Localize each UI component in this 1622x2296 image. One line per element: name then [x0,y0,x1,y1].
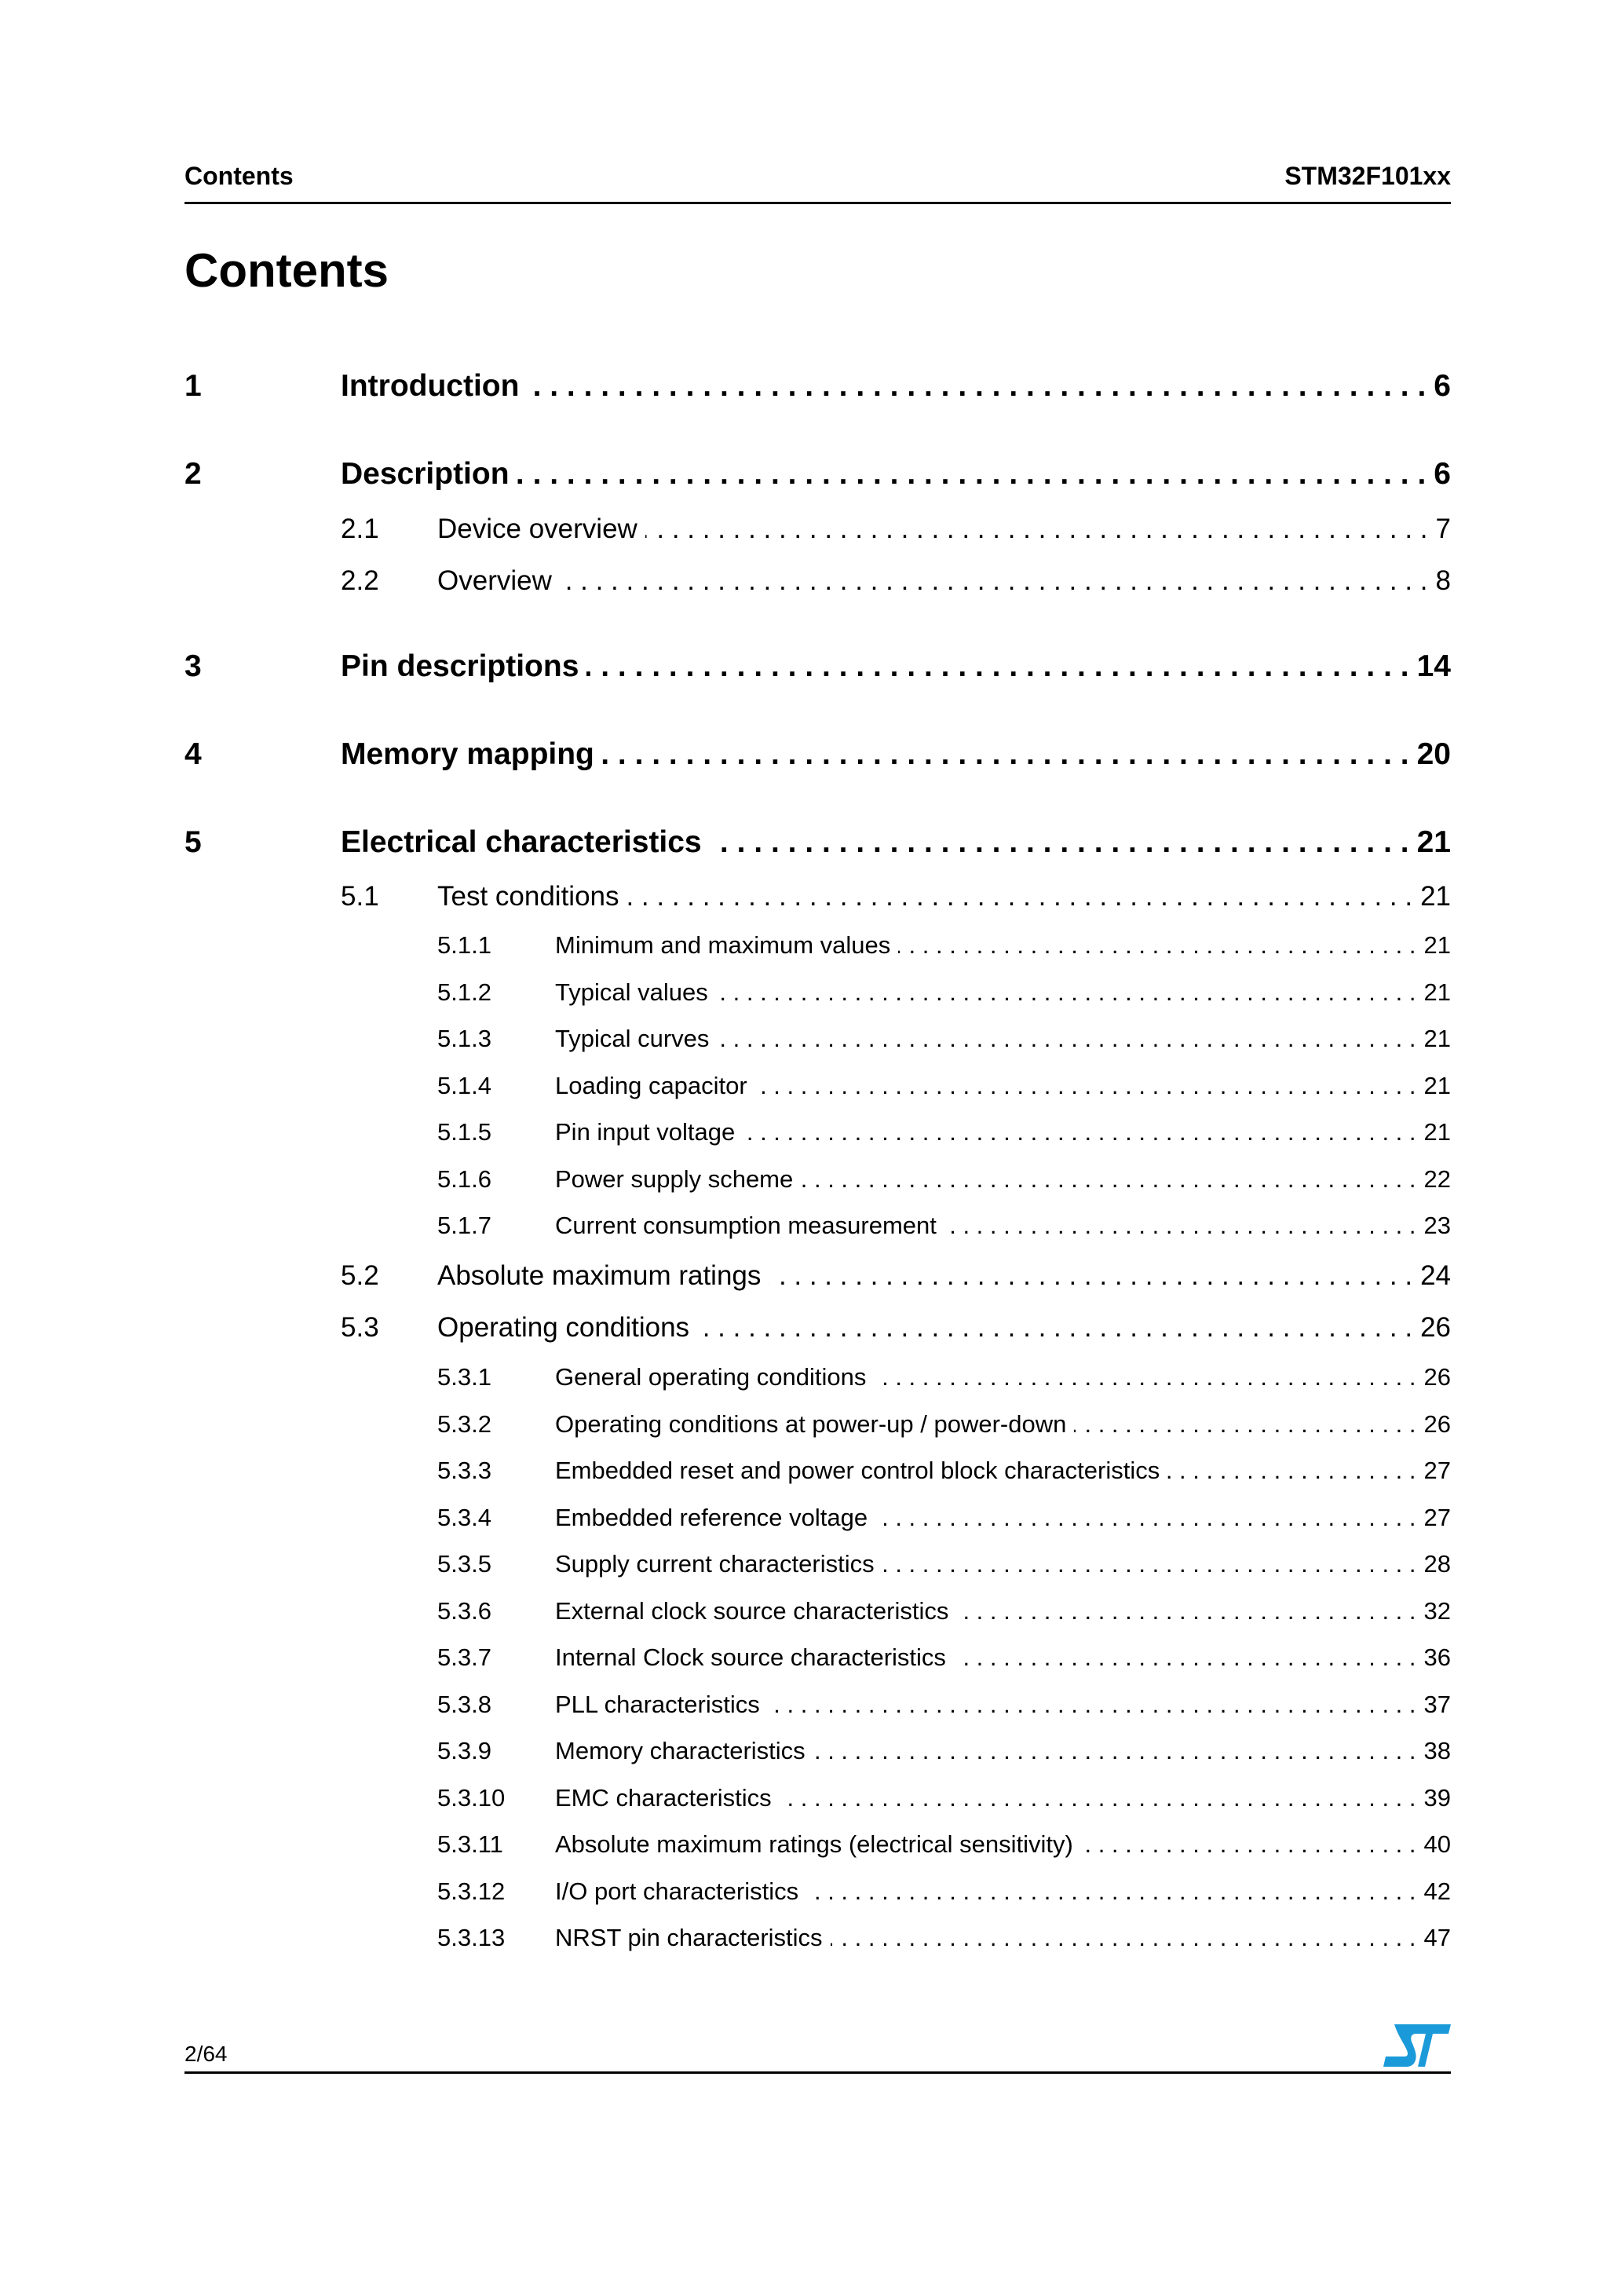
toc-entry-2[interactable] [184,457,1451,496]
dot-leader [801,1165,1416,1194]
toc-entry-page: 28 [1423,1550,1451,1578]
toc-entry-page: 38 [1423,1737,1451,1764]
toc-entry-number: 2.1 [341,514,379,544]
toc-entry-5-1-6[interactable] [184,1165,1451,1198]
toc-entry-page: 23 [1423,1212,1451,1239]
toc-entry-label: Embedded reference voltage [555,1504,868,1531]
toc-entry-1[interactable] [184,369,1451,408]
toc-entry-number: 5.1.3 [437,1025,491,1052]
toc-entry-5-3-9[interactable] [184,1737,1451,1770]
toc-entry-number: 5.1.1 [437,931,491,959]
toc-entry-label: Memory characteristics [555,1737,806,1764]
dot-leader [875,1504,1416,1532]
toc-entry-label: External clock source characteristics [555,1597,949,1625]
toc-entry-5-3-8[interactable] [184,1691,1451,1724]
dot-leader [743,1118,1416,1146]
toc-entry-5-2[interactable] [184,1260,1451,1296]
toc-entry-number: 5.1.7 [437,1212,491,1239]
toc-entry-number: 2.2 [341,565,379,596]
toc-entry-label: Embedded reset and power control block characteristics [555,1457,1160,1484]
dot-leader [716,978,1416,1007]
toc-entry-label: Supply current characteristics [555,1550,875,1578]
toc-entry-label: Introduction [341,369,520,403]
dot-leader [780,1784,1416,1812]
header-section-title: Contents [184,162,294,190]
toc-entry-number: 1 [184,369,202,403]
toc-entry-number: 5.3.11 [437,1830,503,1858]
toc-entry-label: Absolute maximum ratings (electrical sensitivity) [555,1830,1073,1858]
dot-leader [645,514,1428,545]
toc-entry-label: Test conditions [437,881,619,912]
toc-entry-number: 5.3.1 [437,1363,491,1391]
toc-entry-page: 26 [1423,1363,1451,1391]
toc-entry-label: Memory mapping [341,737,594,771]
dot-leader [1074,1410,1416,1439]
toc-entry-page: 39 [1423,1784,1451,1812]
toc-entry-number: 5.2 [341,1260,379,1291]
toc-entry-number: 5.1.4 [437,1072,491,1099]
toc-entry-5-3-2[interactable] [184,1410,1451,1443]
toc-entry-5-3-5[interactable] [184,1550,1451,1583]
page-number: 2/64 [184,2042,228,2066]
toc-entry-page: 22 [1423,1165,1451,1193]
toc-entry-page: 21 [1423,978,1451,1006]
toc-entry-number: 5.3.8 [437,1691,491,1718]
toc-entry-page: 21 [1423,1025,1451,1052]
toc-entry-label: Device overview [437,514,637,544]
toc-entry-page: 8 [1435,565,1451,596]
toc-entry-number: 5.3.6 [437,1597,491,1625]
toc-entry-page: 7 [1435,514,1451,544]
toc-entry-page: 21 [1423,1072,1451,1099]
toc-entry-number: 3 [184,649,202,683]
dot-leader [874,1363,1416,1391]
toc-entry-label: Typical curves [555,1025,710,1052]
dot-leader [586,649,1408,684]
toc-entry-label: Electrical characteristics [341,825,702,859]
dot-leader [806,1877,1416,1906]
toc-entry-page: 24 [1420,1260,1451,1291]
dot-leader [831,1924,1416,1952]
toc-entry-label: General operating conditions [555,1363,867,1391]
toc-entry-5-3-11[interactable] [184,1830,1451,1863]
toc-entry-5-1-7[interactable] [184,1212,1451,1245]
toc-entry-label: Overview [437,565,552,596]
toc-entry-number: 5.1 [341,881,379,912]
toc-entry-3[interactable] [184,649,1451,689]
toc-entry-page: 21 [1423,1118,1451,1146]
dot-leader [1167,1457,1416,1485]
toc-entry-number: 5 [184,825,202,859]
toc-entry-label: PLL characteristics [555,1691,760,1718]
dot-leader [956,1597,1416,1625]
toc-entry-label: Description [341,457,510,491]
toc-entry-page: 21 [1420,881,1451,912]
toc-entry-number: 5.3.12 [437,1877,506,1905]
header-rule [184,202,1451,204]
toc-entry-number: 5.3.5 [437,1550,491,1578]
header-document-id: STM32F101xx [1284,162,1451,190]
toc-entry-label: I/O port characteristics [555,1877,799,1905]
toc-entry-number: 5.1.2 [437,978,491,1006]
toc-entry-page: 32 [1423,1597,1451,1625]
toc-entry-number: 5.1.6 [437,1165,491,1193]
toc-entry-label: Loading capacitor [555,1072,747,1099]
toc-entry-4[interactable] [184,737,1451,777]
toc-entry-label: Operating conditions at power-up / power-down [555,1410,1067,1438]
dot-leader [697,1312,1412,1344]
toc-entry-label: Current consumption measurement [555,1212,937,1239]
toc-entry-number: 5.3.7 [437,1643,491,1671]
toc-entry-page: 6 [1434,457,1451,491]
toc-entry-page: 42 [1423,1877,1451,1905]
toc-entry-page: 14 [1416,649,1451,683]
toc-entry-page: 37 [1423,1691,1451,1718]
toc-entry-number: 4 [184,737,202,771]
toc-entry-number: 5.3.13 [437,1924,506,1951]
toc-entry-page: 26 [1423,1410,1451,1438]
dot-leader [755,1072,1416,1100]
toc-entry-label: NRST pin characteristics [555,1924,823,1951]
toc-entry-5-1[interactable] [184,881,1451,917]
toc-entry-page: 21 [1416,825,1451,859]
toc-entry-number: 5.3.9 [437,1737,491,1764]
toc-entry-5-3-10[interactable] [184,1784,1451,1817]
toc-entry-5-3-3[interactable] [184,1457,1451,1490]
footer-rule [184,2071,1451,2074]
dot-leader [944,1212,1416,1240]
dot-leader [768,1691,1416,1719]
toc-entry-label: Pin descriptions [341,649,579,683]
toc-entry-number: 5.3.10 [437,1784,506,1812]
toc-entry-2-2[interactable] [184,565,1451,601]
dot-leader [627,881,1413,912]
page-header [184,159,1451,203]
toc-entry-page: 21 [1423,931,1451,959]
toc-entry-5-1-2[interactable] [184,978,1451,1011]
toc-entry-5-1-5[interactable] [184,1118,1451,1151]
toc-entry-5[interactable] [184,825,1451,865]
toc-entry-page: 47 [1423,1924,1451,1951]
toc-entry-2-1[interactable] [184,514,1451,550]
toc-entry-label: Absolute maximum ratings [437,1260,762,1291]
page-title: Contents [184,244,389,297]
dot-leader [517,457,1427,492]
toc-entry-page: 6 [1434,369,1451,403]
toc-entry-label: Pin input voltage [555,1118,736,1146]
toc-entry-number: 5.3 [341,1312,379,1343]
dot-leader [527,369,1426,404]
dot-leader [813,1737,1416,1765]
toc-entry-5-3[interactable] [184,1312,1451,1348]
toc-entry-page: 27 [1423,1457,1451,1484]
toc-entry-5-3-4[interactable] [184,1504,1451,1537]
dot-leader [882,1550,1416,1578]
toc-entry-5-3-12[interactable] [184,1877,1451,1910]
toc-entry-label: Internal Clock source characteristics [555,1643,946,1671]
toc-entry-number: 5.1.5 [437,1118,491,1146]
toc-entry-number: 2 [184,457,202,491]
toc-entry-5-3-7[interactable] [184,1643,1451,1676]
toc-entry-5-3-6[interactable] [184,1597,1451,1630]
dot-leader [954,1643,1416,1672]
toc-entry-page: 20 [1416,737,1451,771]
toc-entry-number: 5.3.4 [437,1504,491,1531]
toc-entry-label: EMC characteristics [555,1784,772,1812]
toc-entry-label: Power supply scheme [555,1165,794,1193]
toc-entry-label: Typical values [555,978,708,1006]
dot-leader [769,1260,1412,1292]
st-logo-icon [1383,2024,1451,2067]
toc-entry-page: 26 [1420,1312,1451,1343]
dot-leader [710,825,1409,860]
toc-entry-page: 40 [1423,1830,1451,1858]
dot-leader [717,1025,1416,1053]
toc-entry-5-1-1[interactable] [184,931,1451,964]
dot-leader [1081,1830,1416,1859]
dot-leader [602,737,1409,772]
toc-entry-label: Operating conditions [437,1312,690,1343]
toc-entry-5-1-3[interactable] [184,1025,1451,1058]
toc-entry-number: 5.3.2 [437,1410,491,1438]
toc-entry-5-1-4[interactable] [184,1072,1451,1105]
toc-entry-page: 27 [1423,1504,1451,1531]
toc-entry-5-3-13[interactable] [184,1924,1451,1957]
toc-entry-number: 5.3.3 [437,1457,491,1484]
dot-leader [898,931,1416,960]
toc-entry-5-3-1[interactable] [184,1363,1451,1396]
toc-entry-page: 36 [1423,1643,1451,1671]
dot-leader [560,565,1428,597]
toc-entry-label: Minimum and maximum values [555,931,891,959]
